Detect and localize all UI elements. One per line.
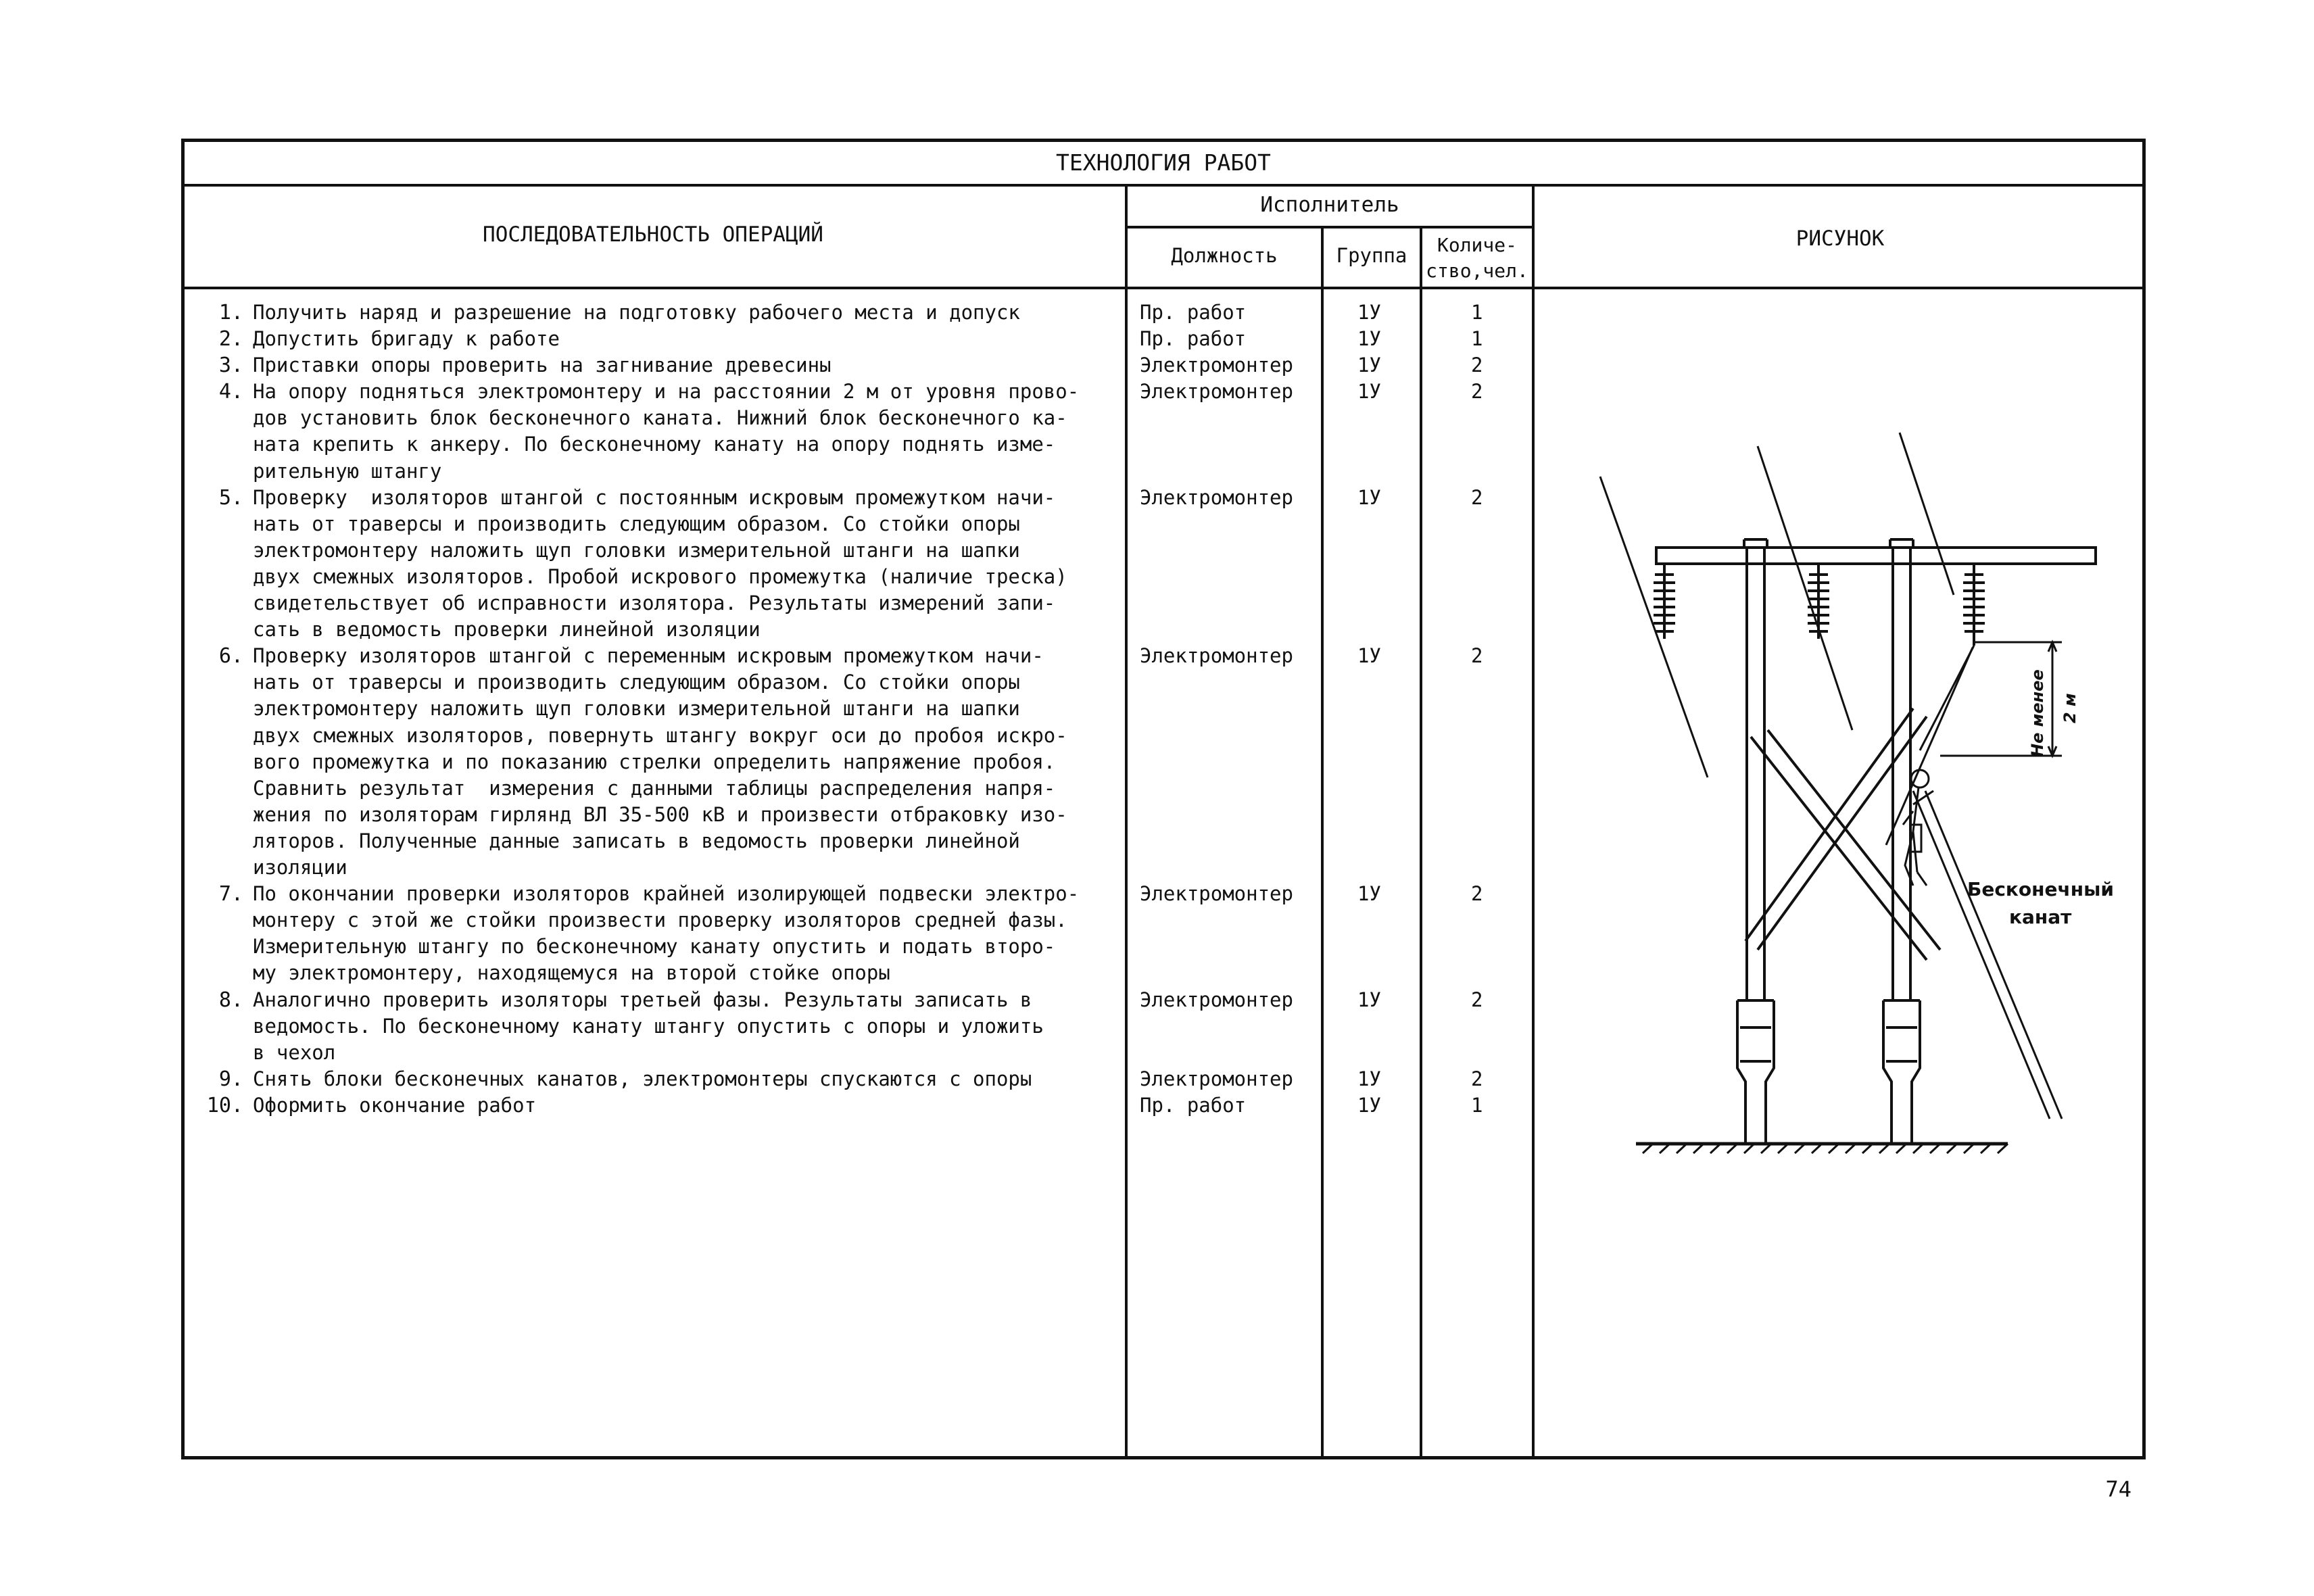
row-position: Электромонтер [1140, 882, 1293, 906]
position-header: Должность [1171, 244, 1278, 267]
row-position: Электромонтер [1140, 1067, 1293, 1090]
row-count: 2 [1471, 644, 1483, 668]
row-number: 10. [206, 1094, 243, 1117]
insulator-right [1963, 564, 1985, 646]
row-operation: Получить наряд и разрешение на подготовку рабочего места и допуск [253, 301, 1020, 324]
row-count: 1 [1471, 1094, 1483, 1117]
count-header-line1: Количе- [1437, 234, 1517, 256]
row-position: Пр. работ [1140, 327, 1247, 351]
row-operation: Допустить бригаду к работе [253, 327, 560, 351]
row-operation: По окончании проверки изоляторов крайней изолирующей подвески электро- монтеру с этой же стойки произвести проверку изоляторов средней фазы. Измерительную штангу по бесконечному канату опустить и подать второ- му электромонтеру, находящемуся на второй стойке опоры [253, 882, 1080, 985]
row-operation: Оформить окончание работ [253, 1094, 537, 1117]
operations-header: ПОСЛЕДОВАТЕЛЬНОСТЬ ОПЕРАЦИЙ [483, 222, 823, 247]
pole-figure [1535, 291, 2143, 1169]
header-divider [181, 287, 2146, 289]
row-count: 2 [1471, 1067, 1483, 1090]
row-operation: Приставки опоры проверить на загнивание древесины [253, 354, 831, 377]
row-group: 1У [1357, 380, 1381, 404]
executor-divider [1127, 226, 1533, 228]
row-group: 1У [1357, 1067, 1381, 1090]
row-group: 1У [1357, 988, 1381, 1011]
row-operation: Проверку изоляторов штангой с постоянным искровым промежутком начи- нать от траверсы и производить следующим образом. Со стойки опоры электромонтеру наложить щуп головки измерительной штанги на шапки двух смежных изоляторов. Пробой искрового промежутка (наличие треска) свидетельствует об исправности изолятора. Результаты измерений запи- сать в ведомость проверки линейной изоляции [253, 485, 1067, 642]
table-title: ТЕХНОЛОГИЯ РАБОТ [1056, 149, 1271, 176]
row-number: 8. [218, 988, 243, 1012]
row-count: 1 [1471, 301, 1483, 324]
col-divider-group [1420, 226, 1422, 1459]
row-group: 1У [1357, 644, 1381, 668]
row-position: Пр. работ [1140, 1094, 1247, 1117]
row-number: 9. [218, 1067, 243, 1091]
col-divider-position [1321, 226, 1324, 1459]
insulator-middle [1808, 564, 1829, 639]
row-group: 1У [1357, 485, 1381, 509]
row-number: 6. [218, 644, 243, 669]
row-position: Пр. работ [1140, 301, 1247, 324]
row-operation: На опору подняться электромонтеру и на расстоянии 2 м от уровня прово- дов установить блок бесконечного каната. Нижний блок бесконечного ка- ната крепить к анкеру. По бесконечному канату на опору поднять изме- рительную штангу [253, 380, 1080, 483]
count-header [1422, 233, 1532, 284]
page-number: 74 [2105, 1476, 2131, 1502]
row-operation: Снять блоки бесконечных канатов, электромонтеры спускаются с опоры [253, 1067, 1032, 1090]
group-header: Группа [1336, 244, 1407, 267]
row-position: Электромонтер [1140, 354, 1293, 377]
row-number: 4. [218, 380, 243, 404]
row-position: Электромонтер [1140, 644, 1293, 668]
row-operation: Проверку изоляторов штангой с переменным искровым промежутком начи- нать от траверсы и производить следующим образом. Со стойки опоры электромонтеру наложить щуп головки измерительной штанги на шапки двух смежных изоляторов, повернуть штангу вокруг оси до пробоя искро- вого промежутка и по показанию стрелки определить напряжение пробоя. Сравнить результат измерения с данными таблицы распределения напря- жения по изоляторам гирлянд ВЛ 35-500 кВ и произвести отбраковку изо- ляторов. Полученные данные записать в ведомость проверки линейной изоляции [253, 644, 1067, 879]
row-group: 1У [1357, 1094, 1381, 1117]
row-position: Электромонтер [1140, 485, 1293, 509]
row-count: 2 [1471, 380, 1483, 404]
row-group: 1У [1357, 882, 1381, 906]
row-group: 1У [1357, 301, 1381, 324]
row-count: 2 [1471, 485, 1483, 509]
dimension-label: Не менее [2028, 669, 2047, 757]
left-pole [1737, 539, 1774, 1144]
row-position: Электромонтер [1140, 988, 1293, 1011]
rope-label-line1: Бесконечный [1967, 878, 2115, 900]
row-number: 7. [218, 882, 243, 906]
row-number: 5. [218, 485, 243, 510]
row-count: 2 [1471, 988, 1483, 1011]
figure-header: РИСУНОК [1795, 226, 1885, 251]
row-position: Электромонтер [1140, 380, 1293, 404]
row-operation: Аналогично проверить изоляторы третьей фазы. Результаты записать в ведомость. По бесконечному канату штангу опустить с опоры и уложить в чехол [253, 988, 1044, 1064]
dimension-label-value: 2 м [2060, 693, 2079, 723]
insulator-left [1654, 564, 1675, 639]
count-header-line2: ство,чел. [1426, 260, 1528, 282]
row-number: 2. [218, 327, 243, 352]
row-number: 1. [218, 301, 243, 324]
row-count: 1 [1471, 327, 1483, 351]
crossarm [1656, 548, 2096, 564]
rope-label-line2: канат [2009, 906, 2072, 928]
row-number: 3. [218, 354, 243, 378]
executor-header: Исполнитель [1260, 193, 1399, 217]
row-count: 2 [1471, 882, 1483, 906]
row-group: 1У [1357, 327, 1381, 351]
row-group: 1У [1357, 354, 1381, 377]
measuring-rod [1886, 648, 1973, 845]
row-count: 2 [1471, 354, 1483, 377]
title-divider [181, 184, 2146, 187]
